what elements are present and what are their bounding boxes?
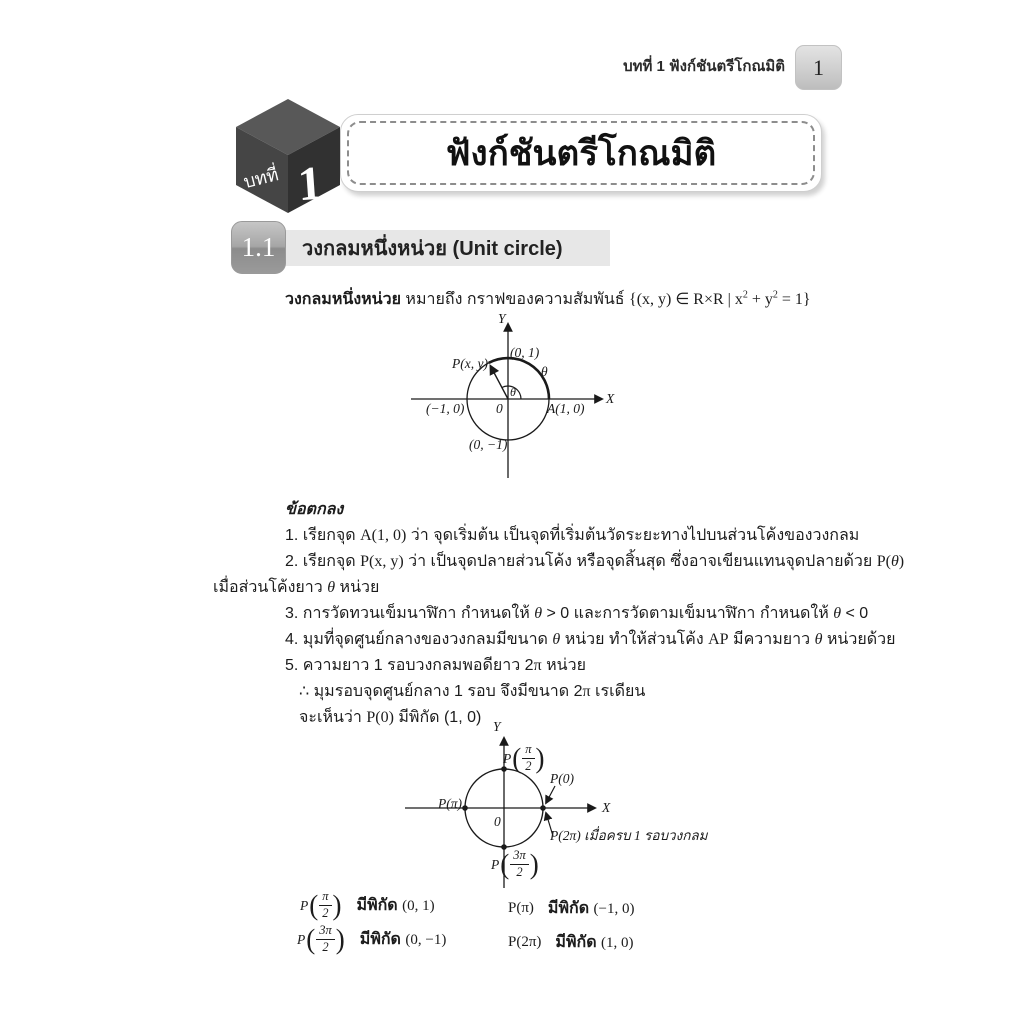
section-number-badge: [231, 221, 286, 274]
cube-icon: [228, 93, 348, 217]
d2-y-axis-label: Y: [493, 719, 501, 734]
chapter-title-box: [340, 114, 822, 192]
d2-p-pi-label: P(π): [438, 796, 463, 811]
d1-y-axis-label: Y: [498, 311, 506, 326]
cube-chapter-prefix: บทที่: [241, 164, 281, 193]
section-number: 1.1: [241, 232, 276, 262]
agreement-conclusion-2: จะเห็นว่า P(0) มีพิกัด (1, 0): [299, 709, 482, 726]
d2-x-axis-label: X: [602, 800, 611, 815]
chapter-title-dashed-frame: [347, 121, 815, 185]
page-number-badge: [795, 45, 842, 90]
d1-theta-origin-label: θ: [510, 385, 516, 399]
d2-p-zero-label: P(0): [550, 771, 574, 786]
d2-origin-label: 0: [494, 814, 501, 829]
agreements-heading: ข้อตกลง: [285, 501, 344, 518]
coord-item-pi-over-2: P ( π 2 ) มีพิกัด (0, 1): [300, 888, 435, 921]
agreement-item-2-cont: เมื่อส่วนโค้งยาว θ หน่วย: [213, 579, 380, 596]
intro-paragraph: วงกลมหนึ่งหน่วย หมายถึง กราฟของความสัมพันธ์ {(x, y) ∈ R×R | $x^2 + y^2 = 1$}: [285, 289, 811, 308]
agreement-item-4: 4. มุมที่จุดศูนย์กลางของวงกลมมีขนาด θ หน่วย ทำให้ส่วนโค้ง AP มีความยาว θ หน่วยด้วย: [285, 631, 896, 648]
d2-p-3pi-over-2-label: P ( 3π 2 ): [491, 847, 539, 880]
circle-arc-points-diagram: [395, 712, 708, 890]
chapter-title: ฟังก์ชันตรีโกณมิติ: [445, 133, 717, 173]
agreement-conclusion-1: ∴ มุมรอบจุดศูนย์กลาง 1 รอบ จึงมีขนาด 2π เรเดียน: [299, 683, 646, 700]
d1-left-point-label: (−1, 0): [426, 401, 465, 416]
chapter-cube-badge: [228, 93, 348, 217]
d2-p-2pi-label: P(2π) เมื่อครบ 1 รอบวงกลม: [550, 828, 708, 843]
d1-bottom-point-label: (0, −1): [469, 437, 508, 452]
page-number: 1: [813, 54, 824, 80]
agreement-item-1: 1. เรียกจุด A(1, 0) ว่า จุดเริ่มต้น เป็นจุดที่เริ่มต้นวัดระยะทางไปบนส่วนโค้งของวงกลม: [285, 527, 860, 544]
d1-theta-arc-label: θ: [541, 364, 548, 379]
agreement-item-5: 5. ความยาว 1 รอบวงกลมพอดียาว 2π หน่วย: [285, 657, 586, 674]
coord-item-3pi-over-2: P ( 3π 2 ) มีพิกัด (0, −1): [297, 922, 447, 955]
agreement-item-3: 3. การวัดทวนเข็มนาฬิกา กำหนดให้ θ > 0 และการวัดตามเข็มนาฬิกา กำหนดให้ θ < 0: [285, 605, 869, 622]
d1-right-point-label: A(1, 0): [547, 401, 585, 416]
coord-item-pi: P(π) มีพิกัด (−1, 0): [508, 900, 635, 917]
section-title: วงกลมหนึ่งหน่วย (Unit circle): [302, 238, 563, 260]
d1-origin-label: 0: [496, 401, 503, 416]
agreement-item-2: 2. เรียกจุด P(x, y) ว่า เป็นจุดปลายส่วนโค้ง หรือจุดสิ้นสุด ซึ่งอาจเขียนแทนจุดปลายด้วย P(θ): [285, 553, 905, 570]
coord-item-2pi: P(2π) มีพิกัด (1, 0): [508, 934, 634, 951]
section-heading-bar: [268, 230, 610, 266]
agreements-block: [213, 497, 905, 731]
d1-x-axis-label: X: [606, 391, 615, 406]
running-header: บทที่ 1 ฟังก์ชันตรีโกณมิติ: [623, 58, 785, 75]
cube-chapter-number: 1: [296, 156, 324, 212]
d1-top-point-label: (0, 1): [510, 345, 540, 360]
d2-p-pi-over-2-label: P ( π 2 ): [503, 741, 545, 774]
d1-p-point-label: P(x, y): [452, 356, 488, 371]
unit-circle-diagram: [405, 310, 620, 482]
